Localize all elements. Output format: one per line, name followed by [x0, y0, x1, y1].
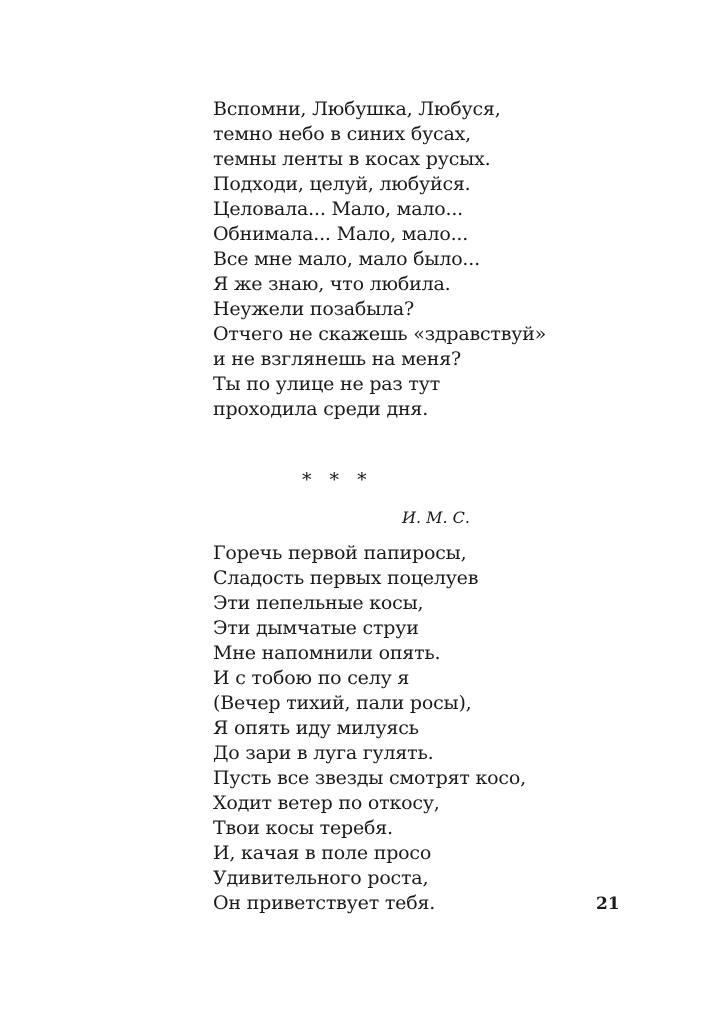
- poem-line: И, качая в поле просо: [213, 842, 432, 864]
- poem-2: [213, 541, 526, 916]
- poem-line: Эти дымчатые струи: [213, 617, 419, 639]
- poem-line: проходила среди дня.: [213, 398, 429, 420]
- poem-line: Ты по улице не раз тут: [213, 373, 441, 395]
- poem-line: Сладость первых поцелуев: [213, 567, 479, 589]
- poem-line: Твои косы теребя.: [213, 817, 393, 839]
- section-separator: * * *: [302, 469, 373, 491]
- poem-line: Обнимала... Мало, мало...: [213, 223, 469, 245]
- poem-line: До зари в луга гулять.: [213, 742, 434, 764]
- poem-line: Целовала... Мало, мало...: [213, 198, 464, 220]
- poem-line: Все мне мало, мало было...: [213, 248, 480, 270]
- poem-line: Горечь первой папиросы,: [213, 542, 467, 564]
- poem-line: И с тобою по селу я: [213, 667, 410, 689]
- page-number: 21: [596, 894, 620, 914]
- poem-line: Я же знаю, что любила.: [213, 273, 451, 295]
- poem-line: Отчего не скажешь «здравствуй»: [213, 323, 547, 345]
- dedication: И. М. С.: [402, 508, 471, 527]
- poem-line: Эти пепельные косы,: [213, 592, 424, 614]
- poem-line: темны ленты в косах русых.: [213, 148, 491, 170]
- poem-line: Подходи, целуй, любуйся.: [213, 173, 471, 195]
- poem-1: [213, 97, 546, 422]
- poem-line: Неужели позабыла?: [213, 298, 415, 320]
- poem-line: Он приветствует тебя.: [213, 892, 436, 914]
- poem-line: (Вечер тихий, пали росы),: [213, 692, 472, 714]
- poem-line: темно небо в синих бусах,: [213, 123, 471, 145]
- poem-line: Удивительного роста,: [213, 867, 429, 889]
- poem-line: и не взглянешь на меня?: [213, 348, 461, 370]
- poem-line: Пусть все звезды смотрят косо,: [213, 767, 526, 789]
- poem-line: Я опять иду милуясь: [213, 717, 419, 739]
- poem-line: Мне напомнили опять.: [213, 642, 441, 664]
- poem-line: Вспомни, Любушка, Любуся,: [213, 98, 501, 120]
- poem-line: Ходит ветер по откосу,: [213, 792, 440, 814]
